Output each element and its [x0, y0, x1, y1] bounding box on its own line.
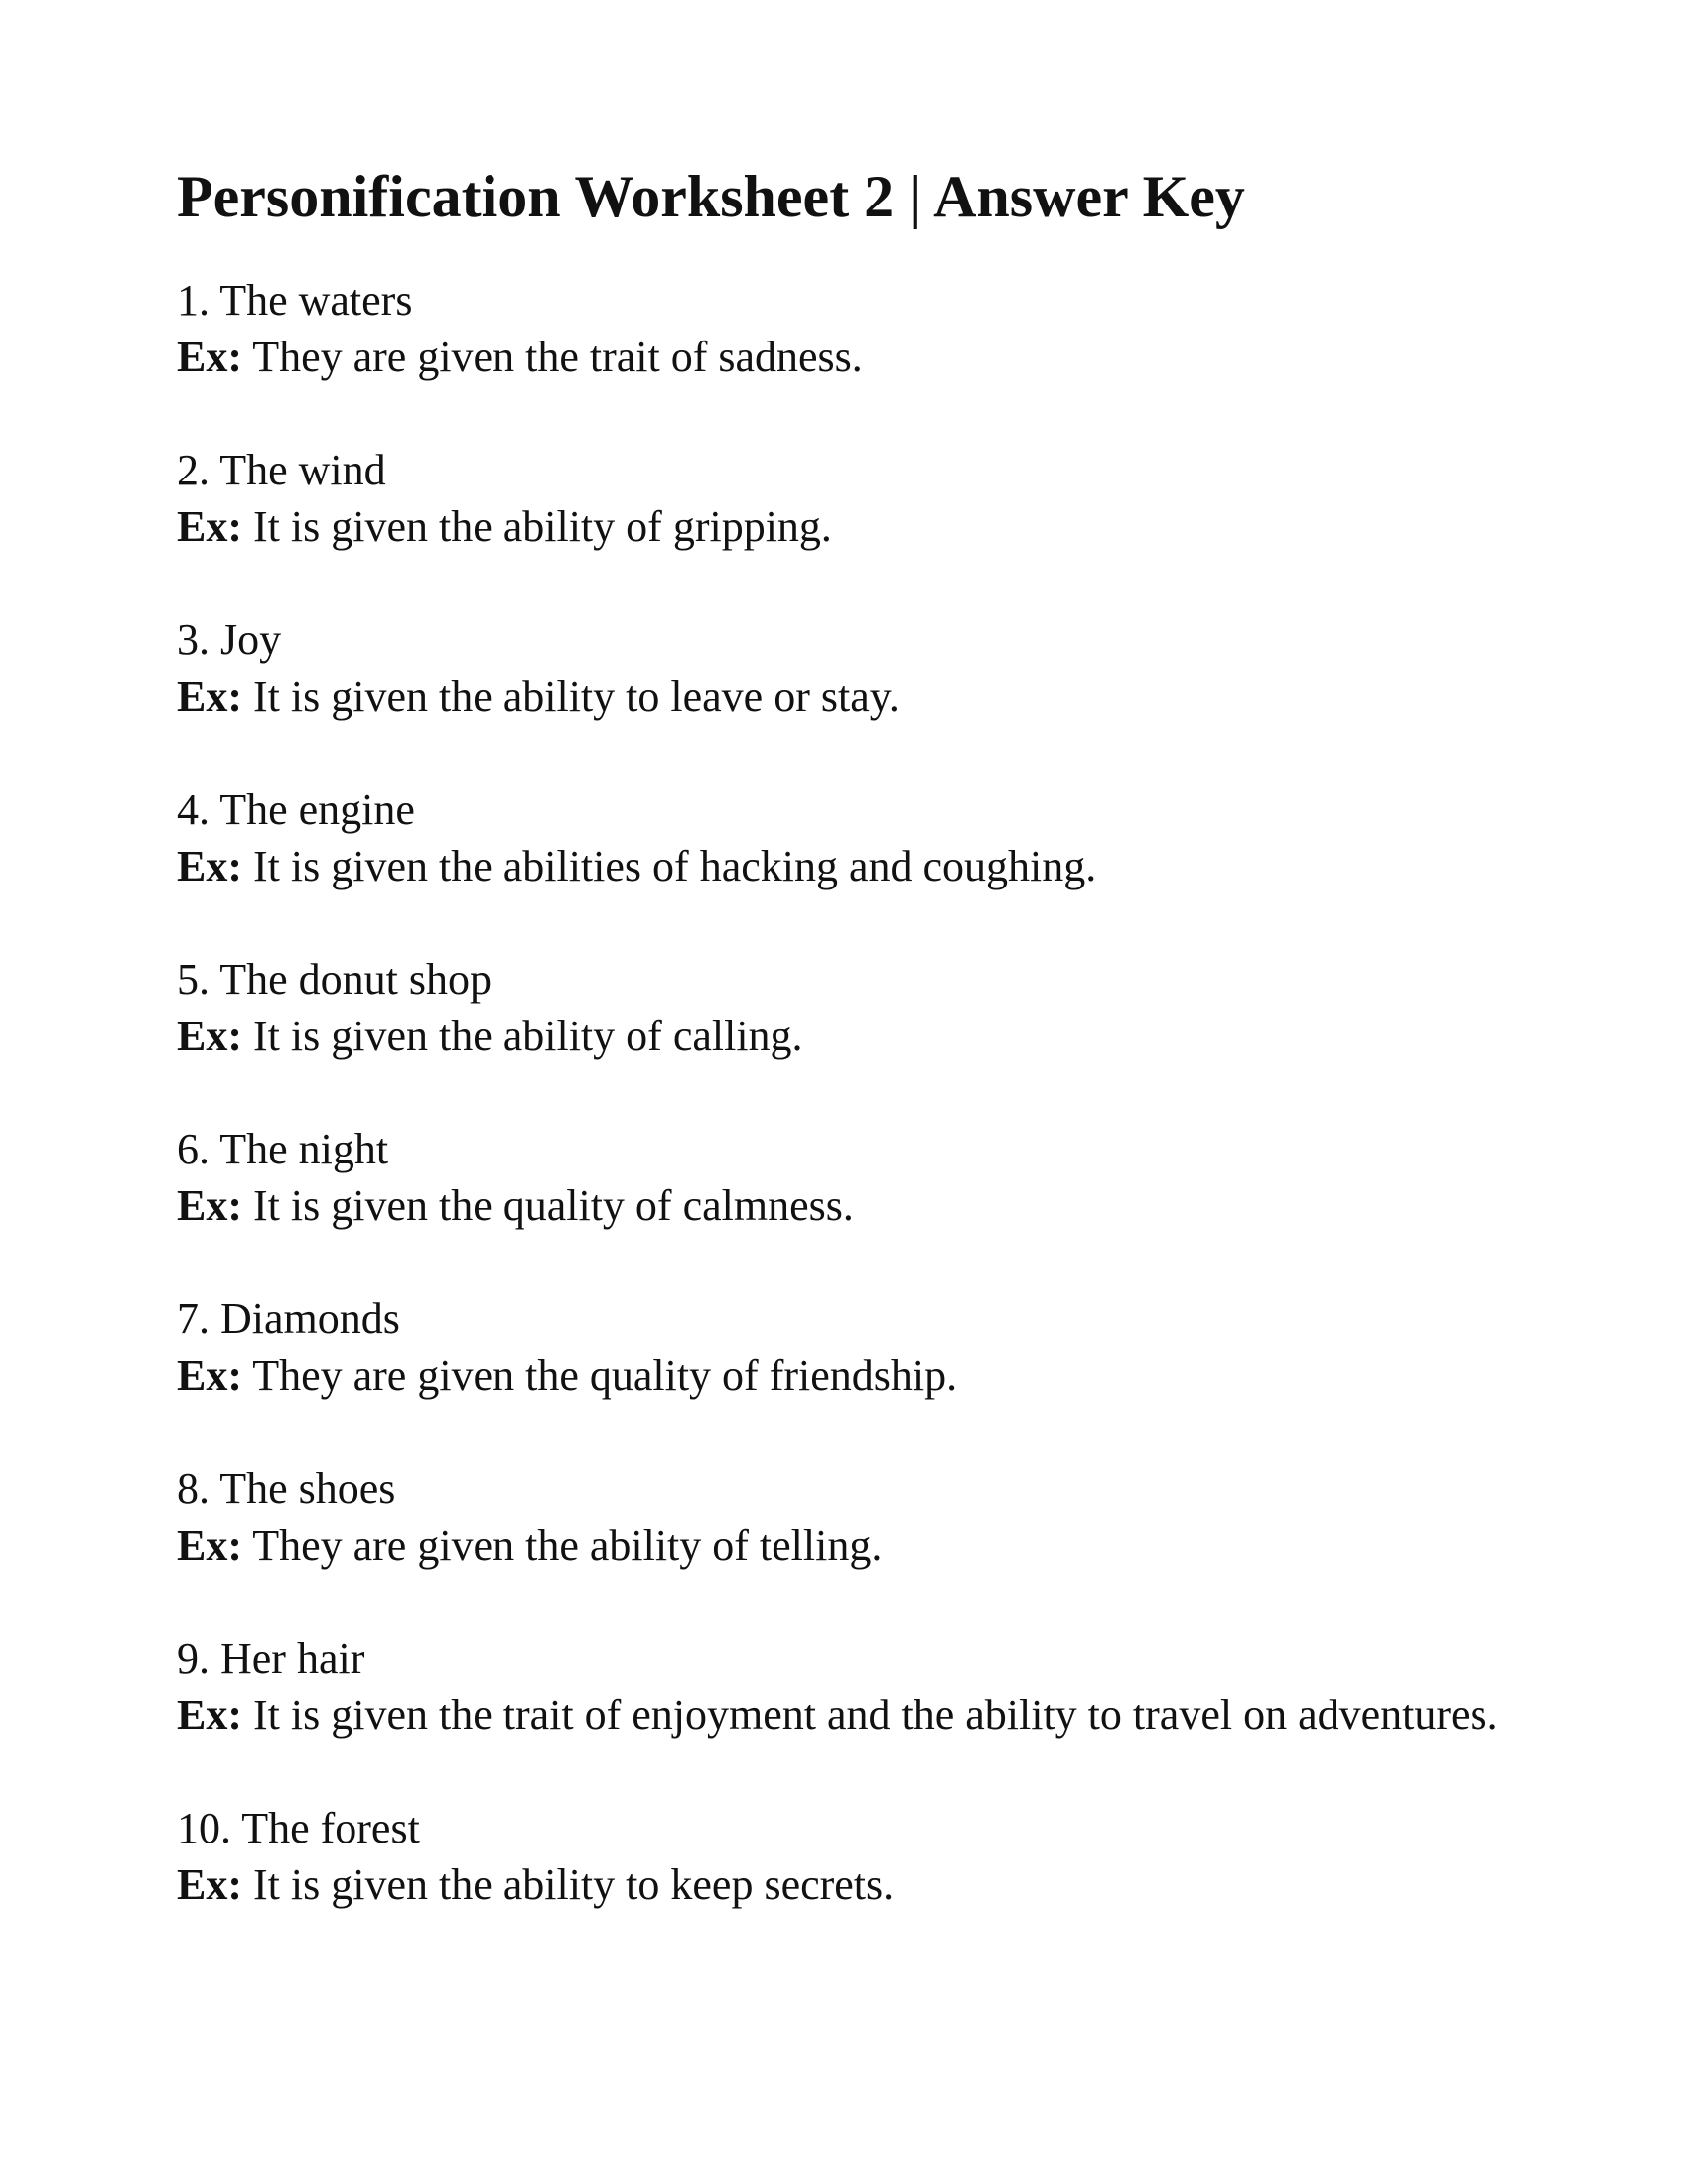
- explanation-text: They are given the quality of friendship.: [252, 1351, 958, 1400]
- ex-label: Ex:: [177, 1351, 242, 1400]
- answer-subject: 2. The wind: [177, 446, 386, 494]
- ex-label: Ex:: [177, 1860, 242, 1909]
- answer-explanation: [177, 1517, 1567, 1573]
- explanation-text: It is given the ability to leave or stay.: [253, 672, 900, 721]
- answer-subject: 5. The donut shop: [177, 955, 492, 1004]
- answer-explanation: [177, 1687, 1567, 1743]
- answer-item: [177, 1630, 1567, 1743]
- explanation-text: They are given the trait of sadness.: [252, 333, 863, 381]
- ex-label: Ex:: [177, 1691, 242, 1739]
- answer-subject: 6. The night: [177, 1125, 389, 1173]
- ex-label: Ex:: [177, 502, 242, 551]
- explanation-text: It is given the ability of calling.: [253, 1012, 803, 1060]
- answer-subject: 10. The forest: [177, 1804, 420, 1852]
- answer-item: [177, 442, 1567, 555]
- answer-explanation: [177, 838, 1567, 894]
- explanation-text: It is given the quality of calmness.: [253, 1181, 854, 1230]
- answer-subject: 7. Diamonds: [177, 1295, 400, 1343]
- answer-subject: 1. The waters: [177, 276, 413, 325]
- explanation-text: It is given the ability of gripping.: [253, 502, 832, 551]
- answer-subject: 8. The shoes: [177, 1464, 396, 1513]
- answer-item: [177, 781, 1567, 894]
- ex-label: Ex:: [177, 672, 242, 721]
- answer-item: [177, 951, 1567, 1064]
- answer-item: [177, 1291, 1567, 1404]
- answer-subject: 9. Her hair: [177, 1634, 365, 1683]
- answer-item: [177, 1800, 1567, 1913]
- ex-label: Ex:: [177, 1012, 242, 1060]
- worksheet-page: [177, 157, 1567, 1913]
- answer-item: [177, 1460, 1567, 1573]
- answer-explanation: [177, 1347, 1567, 1404]
- answer-item: [177, 272, 1567, 385]
- explanation-text: It is given the abilities of hacking and coughing.: [253, 842, 1097, 890]
- ex-label: Ex:: [177, 333, 242, 381]
- answer-explanation: [177, 329, 1567, 385]
- answer-subject: 3. Joy: [177, 615, 282, 664]
- answer-explanation: [177, 1008, 1567, 1064]
- explanation-text: They are given the ability of telling.: [252, 1521, 883, 1570]
- answer-explanation: [177, 668, 1567, 725]
- answer-subject: 4. The engine: [177, 785, 415, 834]
- ex-label: Ex:: [177, 1521, 242, 1570]
- explanation-text: It is given the trait of enjoyment and the ability to travel on adventures.: [253, 1691, 1498, 1739]
- answer-explanation: [177, 498, 1567, 555]
- answer-explanation: [177, 1177, 1567, 1234]
- answer-item: [177, 1121, 1567, 1234]
- answer-explanation: [177, 1856, 1567, 1913]
- page-title: Personification Worksheet 2 | Answer Key: [177, 164, 1245, 229]
- answer-item: [177, 612, 1567, 725]
- explanation-text: It is given the ability to keep secrets.: [253, 1860, 895, 1909]
- ex-label: Ex:: [177, 842, 242, 890]
- ex-label: Ex:: [177, 1181, 242, 1230]
